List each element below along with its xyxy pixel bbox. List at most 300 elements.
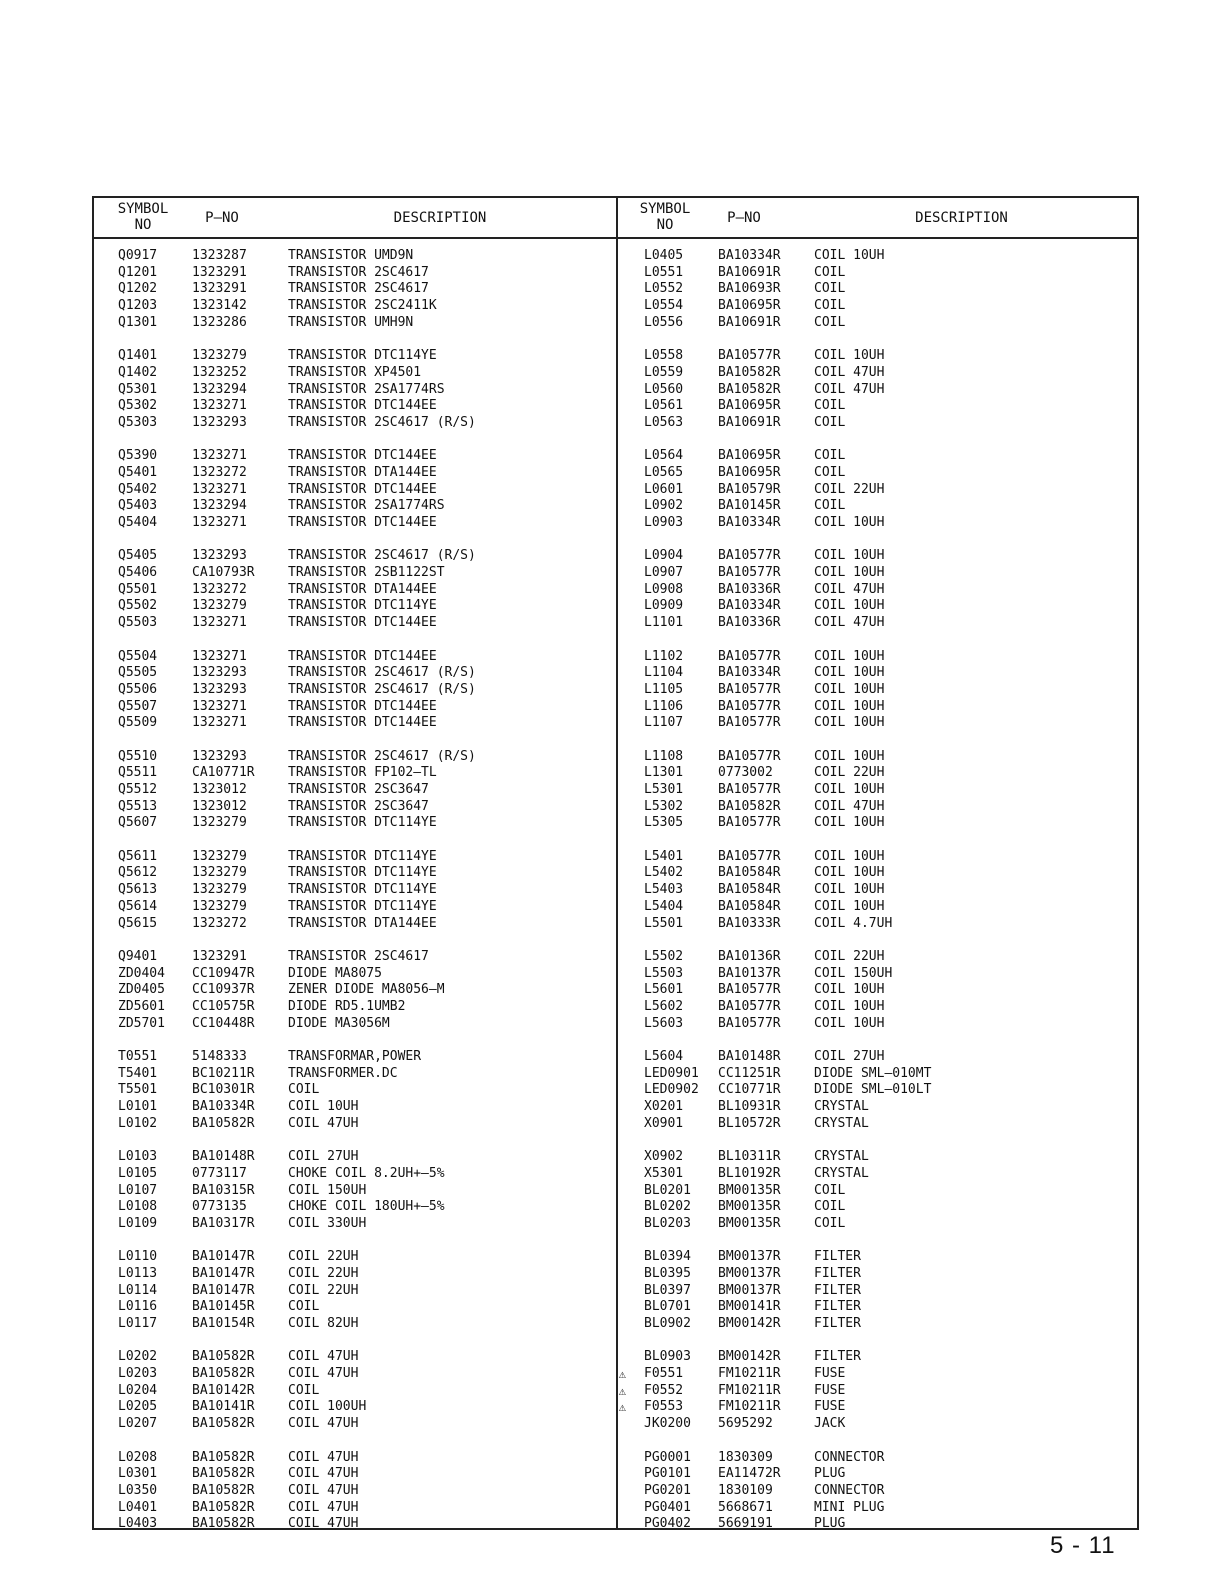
warning-mark xyxy=(616,899,626,916)
table-row xyxy=(94,382,616,399)
description: COIL 10UH xyxy=(814,548,885,564)
description: FILTER xyxy=(814,1316,861,1331)
symbol-no: T5501 xyxy=(118,1082,158,1098)
table-row xyxy=(616,465,1137,482)
part-number: 5148333 xyxy=(192,1049,247,1064)
warning-mark xyxy=(94,1450,104,1467)
warning-mark xyxy=(94,548,104,565)
symbol-no: L5502 xyxy=(644,948,684,964)
warning-mark xyxy=(94,1016,104,1033)
warning-mark xyxy=(616,1183,626,1200)
symbol-no: X0902 xyxy=(644,1149,684,1165)
description: COIL 47UH xyxy=(814,364,885,380)
description: TRANSISTOR 2SC4617 xyxy=(288,948,429,964)
part-number: BA10334R xyxy=(718,665,781,681)
symbol-no: Q5507 xyxy=(118,698,158,714)
description: COIL 47UH xyxy=(288,1416,359,1432)
description: PLUG xyxy=(814,1516,846,1532)
warning-mark xyxy=(616,1199,626,1216)
description: COIL 100UH xyxy=(288,1399,367,1415)
table-row xyxy=(94,515,616,532)
symbol-no: L5302 xyxy=(644,798,684,814)
description: TRANSISTOR 2SC4617 xyxy=(288,281,429,297)
description: COIL 10UH xyxy=(814,848,885,864)
row-group xyxy=(94,448,616,531)
symbol-no: L5601 xyxy=(644,982,684,998)
description: PLUG xyxy=(814,1466,846,1482)
part-number: BA10145R xyxy=(192,1299,255,1315)
symbol-no: L0907 xyxy=(644,565,684,581)
description: FUSE xyxy=(814,1399,846,1415)
row-group xyxy=(94,348,616,431)
left-column xyxy=(94,198,618,1532)
part-number: BA10141R xyxy=(192,1399,255,1415)
table-row xyxy=(94,999,616,1016)
table-row xyxy=(616,498,1137,515)
warning-mark xyxy=(94,265,104,282)
warning-mark xyxy=(616,1249,626,1266)
warning-mark xyxy=(94,1249,104,1266)
part-number: BM00142R xyxy=(718,1349,781,1365)
warning-mark xyxy=(94,1183,104,1200)
description: COIL 10UH xyxy=(814,665,885,681)
part-number: BA10582R xyxy=(192,1499,255,1515)
symbol-no: L0203 xyxy=(118,1366,158,1382)
symbol-no: F0553 xyxy=(644,1399,684,1415)
description: COIL 10UH xyxy=(814,648,885,664)
description: TRANSISTOR DTA144EE xyxy=(288,915,437,931)
row-group xyxy=(616,649,1137,732)
symbol-no: Q5403 xyxy=(118,498,158,514)
description: COIL 47UH xyxy=(288,1366,359,1382)
table-row xyxy=(94,1283,616,1300)
warning-mark xyxy=(616,1516,626,1533)
warning-mark xyxy=(94,815,104,832)
part-number: BA10584R xyxy=(718,898,781,914)
part-number: 1323286 xyxy=(192,314,247,330)
description: TRANSISTOR DTC144EE xyxy=(288,448,437,464)
left-rows xyxy=(94,239,616,1533)
part-number: 1323271 xyxy=(192,615,247,631)
part-number: 5695292 xyxy=(718,1416,773,1432)
table-row xyxy=(616,565,1137,582)
table-row xyxy=(94,1450,616,1467)
part-number: BA10582R xyxy=(192,1416,255,1432)
warning-mark xyxy=(94,749,104,766)
part-number: 0773117 xyxy=(192,1165,247,1181)
symbol-no: PG0201 xyxy=(644,1482,691,1498)
table-row xyxy=(616,1299,1137,1316)
description: COIL 150UH xyxy=(814,965,893,981)
warning-mark xyxy=(94,916,104,933)
part-number: BA10582R xyxy=(192,1366,255,1382)
symbol-no: L5301 xyxy=(644,782,684,797)
description: TRANSISTOR UMD9N xyxy=(288,248,414,263)
warning-mark xyxy=(616,515,626,532)
table-row xyxy=(94,1099,616,1116)
symbol-no: Q0917 xyxy=(118,248,158,263)
table-row xyxy=(616,1216,1137,1233)
description: COIL 82UH xyxy=(288,1316,359,1331)
part-number: 1830109 xyxy=(718,1482,773,1498)
warning-mark xyxy=(616,1500,626,1517)
right-column xyxy=(616,198,1137,1532)
part-number: BA10582R xyxy=(192,1449,255,1465)
warning-mark xyxy=(616,682,626,699)
symbol-no: BL0397 xyxy=(644,1282,691,1298)
part-number: 1323291 xyxy=(192,264,247,280)
description: COIL xyxy=(814,498,846,514)
part-number: BA10584R xyxy=(718,865,781,881)
warning-mark xyxy=(616,715,626,732)
symbol-no: L1106 xyxy=(644,698,684,714)
symbol-no: L0554 xyxy=(644,298,684,314)
warning-mark xyxy=(94,799,104,816)
description: COIL 10UH xyxy=(814,248,885,263)
warning-mark xyxy=(94,1299,104,1316)
part-number: BA10582R xyxy=(192,1482,255,1498)
table-row xyxy=(616,1316,1137,1333)
part-number: BA10582R xyxy=(192,1466,255,1482)
part-number: BA10579R xyxy=(718,481,781,497)
symbol-no: T5401 xyxy=(118,1065,158,1081)
warning-mark xyxy=(616,1266,626,1283)
warning-mark xyxy=(616,1349,626,1366)
part-number: BA10582R xyxy=(718,364,781,380)
part-number: BA10577R xyxy=(718,648,781,664)
part-number: CA10793R xyxy=(192,565,255,581)
warning-mark xyxy=(94,498,104,515)
part-number: BM00142R xyxy=(718,1316,781,1331)
description: COIL 47UH xyxy=(814,798,885,814)
warning-mark xyxy=(94,999,104,1016)
symbol-no: Q5615 xyxy=(118,915,158,931)
description: CRYSTAL xyxy=(814,1149,869,1165)
warning-mark xyxy=(616,548,626,565)
table-row xyxy=(94,1516,616,1533)
description: COIL 4.7UH xyxy=(814,915,893,931)
table-row xyxy=(616,1249,1137,1266)
part-number: CC10771R xyxy=(718,1082,781,1098)
part-number: BA10691R xyxy=(718,264,781,280)
description: TRANSISTOR 2SB1122ST xyxy=(288,565,445,581)
table-row xyxy=(616,715,1137,732)
part-number: BA10148R xyxy=(192,1149,255,1165)
symbol-no: Q5513 xyxy=(118,798,158,814)
part-number: 1323294 xyxy=(192,498,247,514)
symbol-no: L1105 xyxy=(644,681,684,697)
symbol-no: L1301 xyxy=(644,765,684,781)
table-row xyxy=(94,1199,616,1216)
table-row xyxy=(616,1099,1137,1116)
part-number: BA10695R xyxy=(718,398,781,414)
warning-mark xyxy=(616,1116,626,1133)
description: COIL 47UH xyxy=(288,1516,359,1532)
description: COIL 10UH xyxy=(814,598,885,614)
table-row xyxy=(94,1249,616,1266)
part-number: BC10301R xyxy=(192,1082,255,1098)
symbol-no: Q5406 xyxy=(118,565,158,581)
warning-mark xyxy=(616,365,626,382)
description: TRANSISTOR DTC144EE xyxy=(288,698,437,714)
part-number: 1323279 xyxy=(192,882,247,898)
description: TRANSISTOR 2SC2411K xyxy=(288,298,437,314)
part-number: BA10577R xyxy=(718,681,781,697)
warning-mark xyxy=(94,382,104,399)
symbol-no: BL0201 xyxy=(644,1182,691,1198)
table-row xyxy=(616,1366,1137,1383)
symbol-no: L0107 xyxy=(118,1182,158,1198)
symbol-no: X5301 xyxy=(644,1165,684,1181)
warning-mark xyxy=(94,982,104,999)
description: JACK xyxy=(814,1416,846,1432)
table-row xyxy=(94,715,616,732)
symbol-no: BL0394 xyxy=(644,1249,691,1265)
symbol-no: L5403 xyxy=(644,882,684,898)
table-row xyxy=(94,1399,616,1416)
warning-mark xyxy=(616,699,626,716)
warning-mark xyxy=(616,398,626,415)
warning-mark xyxy=(616,615,626,632)
part-number: BA10577R xyxy=(718,998,781,1014)
warning-mark xyxy=(616,1483,626,1500)
header-description: DESCRIPTION xyxy=(393,210,487,226)
symbol-no: PG0401 xyxy=(644,1499,691,1515)
description: TRANSISTOR DTC114YE xyxy=(288,865,437,881)
table-row xyxy=(94,348,616,365)
description: TRANSISTOR UMH9N xyxy=(288,314,414,330)
symbol-no: L0565 xyxy=(644,464,684,480)
table-row xyxy=(94,782,616,799)
description: TRANSFORMER.DC xyxy=(288,1065,398,1081)
table-row xyxy=(94,1299,616,1316)
table-row xyxy=(616,598,1137,615)
part-number: 1323271 xyxy=(192,648,247,664)
warning-mark xyxy=(94,849,104,866)
symbol-no: L5602 xyxy=(644,998,684,1014)
table-row xyxy=(94,982,616,999)
part-number: BA10334R xyxy=(192,1099,255,1115)
row-group xyxy=(94,1349,616,1432)
part-number: BA10577R xyxy=(718,698,781,714)
table-row xyxy=(616,398,1137,415)
part-number: 1323271 xyxy=(192,398,247,414)
table-row xyxy=(616,665,1137,682)
warning-mark xyxy=(616,916,626,933)
description: COIL xyxy=(814,1199,846,1215)
symbol-no: Q5614 xyxy=(118,898,158,914)
description: COIL 27UH xyxy=(288,1149,359,1165)
table-row xyxy=(94,315,616,332)
symbol-no: Q5401 xyxy=(118,464,158,480)
table-row xyxy=(94,1349,616,1366)
warning-mark xyxy=(616,248,626,265)
symbol-no: PG0402 xyxy=(644,1516,691,1532)
part-number: BM00137R xyxy=(718,1265,781,1281)
description: CRYSTAL xyxy=(814,1165,869,1181)
description: COIL 22UH xyxy=(288,1282,359,1298)
symbol-no: L1101 xyxy=(644,615,684,631)
description: TRANSISTOR 2SC4617 xyxy=(288,264,429,280)
part-number: 1830309 xyxy=(718,1449,773,1465)
warning-mark xyxy=(94,699,104,716)
header-symbol-line1: SYMBOL xyxy=(117,201,169,217)
part-number: CC10937R xyxy=(192,982,255,998)
part-number: BA10693R xyxy=(718,281,781,297)
part-number: 1323271 xyxy=(192,515,247,530)
warning-mark xyxy=(94,1116,104,1133)
warning-mark xyxy=(616,298,626,315)
symbol-no: L0560 xyxy=(644,381,684,397)
table-row xyxy=(94,448,616,465)
description: COIL 22UH xyxy=(814,481,885,497)
header-symbol-line1: SYMBOL xyxy=(639,201,691,217)
symbol-no: L0103 xyxy=(118,1149,158,1165)
symbol-no: L0116 xyxy=(118,1299,158,1315)
table-row xyxy=(94,1466,616,1483)
symbol-no: L0205 xyxy=(118,1399,158,1415)
description: CONNECTOR xyxy=(814,1482,885,1498)
description: TRANSISTOR DTC144EE xyxy=(288,398,437,414)
symbol-no: Q5503 xyxy=(118,615,158,631)
table-row xyxy=(94,281,616,298)
symbol-no: Q5404 xyxy=(118,515,158,530)
warning-mark xyxy=(616,1316,626,1333)
table-row xyxy=(616,1483,1137,1500)
part-number: 1323012 xyxy=(192,798,247,814)
warning-mark xyxy=(616,1099,626,1116)
warning-mark xyxy=(94,1199,104,1216)
description: FUSE xyxy=(814,1366,846,1382)
symbol-no: L0101 xyxy=(118,1099,158,1115)
table-row xyxy=(616,849,1137,866)
part-number: FM10211R xyxy=(718,1382,781,1398)
part-number: BA10336R xyxy=(718,615,781,631)
warning-mark xyxy=(616,265,626,282)
warning-mark xyxy=(94,1466,104,1483)
warning-mark xyxy=(616,665,626,682)
description: COIL 10UH xyxy=(814,815,885,831)
symbol-no: L5603 xyxy=(644,1015,684,1031)
description: TRANSISTOR FP102–TL xyxy=(288,765,437,781)
symbol-no: Q1401 xyxy=(118,348,158,364)
table-row xyxy=(616,899,1137,916)
part-number: BA10582R xyxy=(718,381,781,397)
warning-mark xyxy=(94,1366,104,1383)
warning-mark xyxy=(94,582,104,599)
description: COIL 47UH xyxy=(288,1499,359,1515)
symbol-no: BL0701 xyxy=(644,1299,691,1315)
warning-mark: ⚠ xyxy=(618,1383,626,1398)
symbol-no: Q5502 xyxy=(118,598,158,614)
part-number: BA10334R xyxy=(718,598,781,614)
warning-mark xyxy=(94,966,104,983)
symbol-no: L0117 xyxy=(118,1316,158,1331)
table-row xyxy=(616,1516,1137,1533)
part-number: BA10582R xyxy=(192,1115,255,1131)
symbol-no: L0552 xyxy=(644,281,684,297)
part-number: 1323287 xyxy=(192,248,247,263)
description: COIL 10UH xyxy=(814,348,885,364)
part-number: BA10147R xyxy=(192,1265,255,1281)
symbol-no: Q5505 xyxy=(118,665,158,681)
description: FUSE xyxy=(814,1382,846,1398)
description: COIL 27UH xyxy=(814,1049,885,1064)
symbol-no: L0902 xyxy=(644,498,684,514)
warning-mark xyxy=(94,1283,104,1300)
table-row xyxy=(616,1049,1137,1066)
part-number: BA10577R xyxy=(718,782,781,797)
warning-mark xyxy=(616,1466,626,1483)
table-row xyxy=(616,1450,1137,1467)
table-row xyxy=(94,882,616,899)
description: COIL xyxy=(814,298,846,314)
part-number: BA10584R xyxy=(718,882,781,898)
symbol-no: L0908 xyxy=(644,581,684,597)
table-row xyxy=(94,398,616,415)
part-number: CC10575R xyxy=(192,998,255,1014)
warning-mark xyxy=(616,999,626,1016)
description: COIL 10UH xyxy=(814,698,885,714)
warning-mark xyxy=(94,515,104,532)
part-number: CC10947R xyxy=(192,965,255,981)
description: DIODE MA3056M xyxy=(288,1015,390,1031)
description: COIL 10UH xyxy=(814,565,885,581)
part-number: BA10582R xyxy=(192,1349,255,1365)
table-row xyxy=(616,265,1137,282)
header-symbol xyxy=(630,201,700,233)
warning-mark xyxy=(94,315,104,332)
table-row xyxy=(94,849,616,866)
symbol-no: L5503 xyxy=(644,965,684,981)
table-row xyxy=(94,582,616,599)
description: TRANSISTOR DTC144EE xyxy=(288,715,437,731)
part-number: 1323293 xyxy=(192,548,247,564)
row-group xyxy=(616,448,1137,531)
description: COIL 22UH xyxy=(814,765,885,781)
part-number: BM00137R xyxy=(718,1282,781,1298)
part-number: BA10577R xyxy=(718,715,781,731)
warning-mark xyxy=(94,1416,104,1433)
description: TRANSISTOR 2SC4617 (R/S) xyxy=(288,681,476,697)
part-number: BA10577R xyxy=(718,1015,781,1031)
symbol-no: Q5510 xyxy=(118,748,158,764)
description: FILTER xyxy=(814,1299,861,1315)
part-number: BA10142R xyxy=(192,1382,255,1398)
part-number: BA10148R xyxy=(718,1049,781,1064)
description: COIL 10UH xyxy=(288,1099,359,1115)
warning-mark xyxy=(94,1266,104,1283)
table-row xyxy=(616,348,1137,365)
part-number: EA11472R xyxy=(718,1466,781,1482)
warning-mark xyxy=(616,382,626,399)
symbol-no: L0909 xyxy=(644,598,684,614)
description: COIL 10UH xyxy=(814,882,885,898)
warning-mark xyxy=(94,298,104,315)
description: TRANSISTOR 2SA1774RS xyxy=(288,381,445,397)
description: DIODE SML–010LT xyxy=(814,1082,932,1098)
table-row xyxy=(94,1216,616,1233)
table-row xyxy=(94,1166,616,1183)
warning-mark xyxy=(94,565,104,582)
description: TRANSISTOR DTC114YE xyxy=(288,598,437,614)
symbol-no: PG0001 xyxy=(644,1449,691,1465)
description: CRYSTAL xyxy=(814,1115,869,1131)
table-row xyxy=(616,815,1137,832)
warning-mark xyxy=(616,565,626,582)
warning-mark xyxy=(616,849,626,866)
warning-mark xyxy=(94,281,104,298)
